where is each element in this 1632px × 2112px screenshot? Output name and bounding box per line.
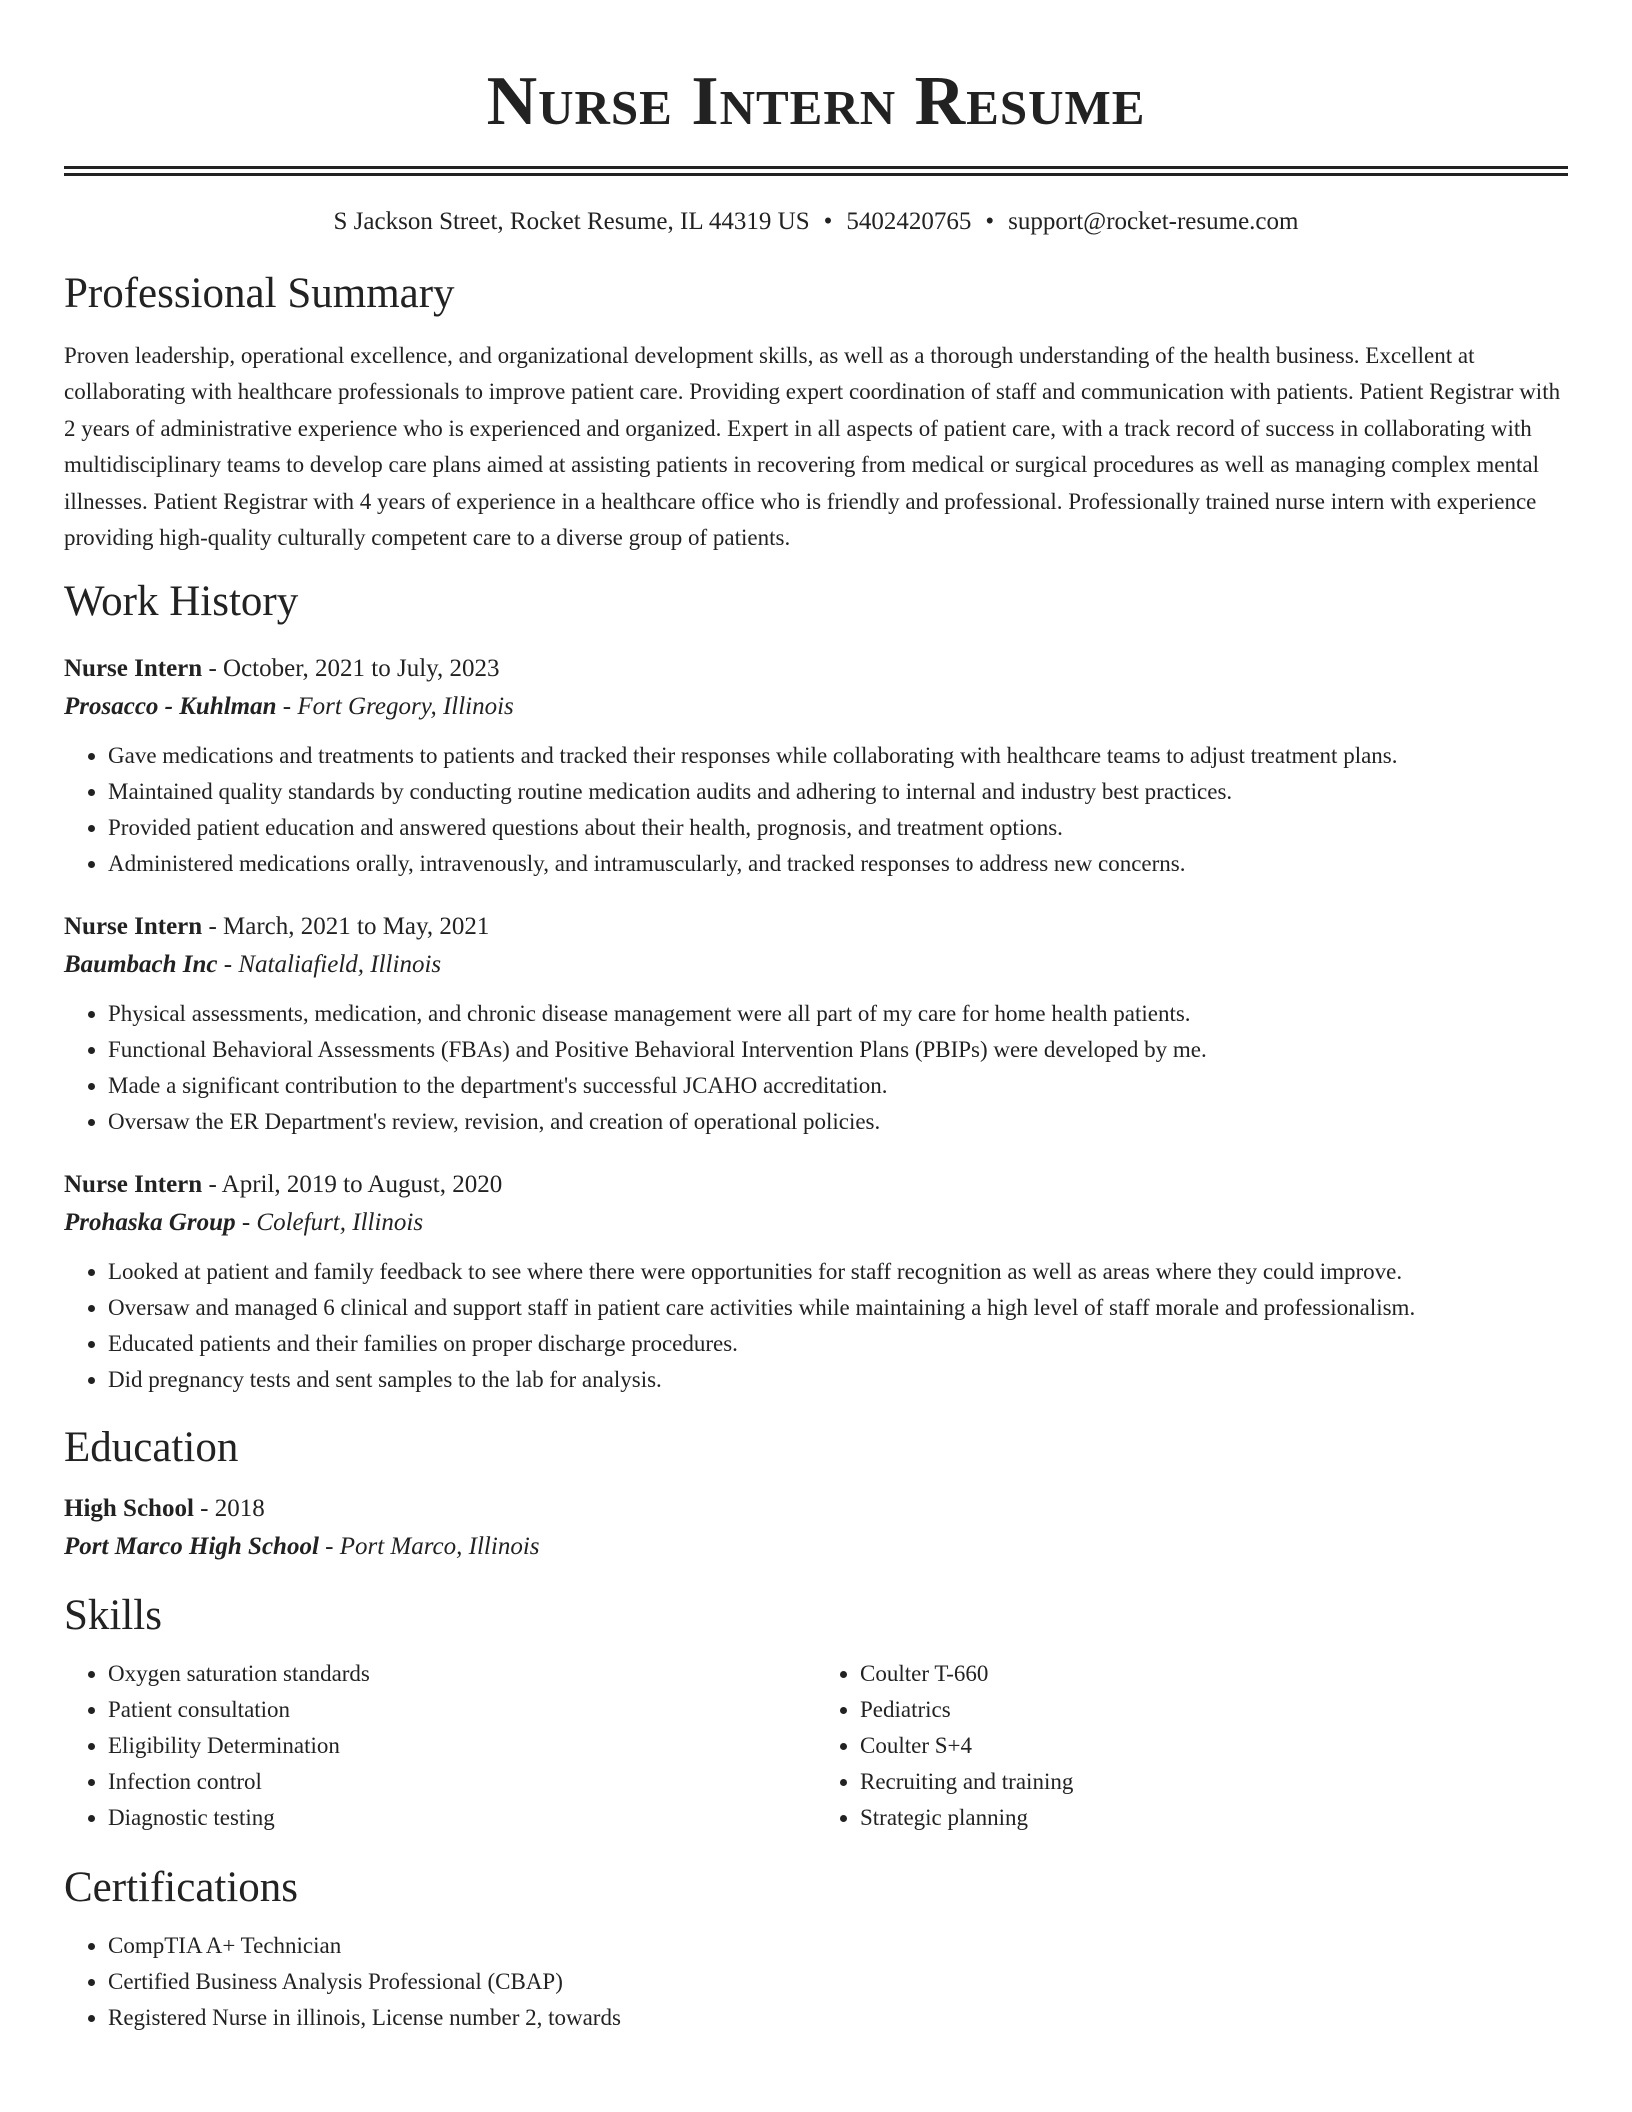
job-title-line xyxy=(64,650,1568,688)
job-duty: • Oversaw and managed 6 clinical and support staff in patient care activities while maintaining a high level of staff morale and professionalism. xyxy=(108,1290,1568,1326)
job-duty: • Physical assessments, medication, and chronic disease management were all part of my care for home health patients. xyxy=(108,996,1568,1032)
work-history-list xyxy=(64,650,1568,1398)
degree-line xyxy=(64,1490,1568,1528)
phone-number: 5402420765 xyxy=(846,208,972,235)
job-dates: - October, 2021 to July, 2023 xyxy=(202,655,500,683)
skill-item: • Strategic planning xyxy=(860,1800,1568,1836)
employer-name: Prohaska Group xyxy=(64,1209,236,1237)
skill-item: • Coulter T-660 xyxy=(860,1656,1568,1692)
job-duty: • Oversaw the ER Department's review, revision, and creation of operational policies. xyxy=(108,1104,1568,1140)
employer-location: - Nataliafield, Illinois xyxy=(217,951,442,979)
job-duty: • Looked at patient and family feedback to see where there were opportunities for staff recognition as well as areas where they could improve. xyxy=(108,1254,1568,1290)
skills-column-left xyxy=(64,1656,816,1836)
job-duties xyxy=(64,1254,1568,1398)
employer-name: Prosacco - Kuhlman xyxy=(64,693,277,721)
school-line xyxy=(64,1528,1568,1566)
certifications-list xyxy=(64,1928,1568,2036)
contact-separator: • xyxy=(823,208,833,235)
certification-item: • Registered Nurse in illinois, License number 2, towards xyxy=(108,2000,1568,2036)
skill-item: • Oxygen saturation standards xyxy=(108,1656,816,1692)
skill-item: • Eligibility Determination xyxy=(108,1728,816,1764)
job-entry xyxy=(64,908,1568,1140)
skill-item: • Patient consultation xyxy=(108,1692,816,1728)
certification-item: • Certified Business Analysis Professional (CBAP) xyxy=(108,1964,1568,2000)
skill-item: • Recruiting and training xyxy=(860,1764,1568,1800)
work-history-heading: Work History xyxy=(64,578,299,626)
degree: High School xyxy=(64,1495,194,1523)
job-entry xyxy=(64,650,1568,882)
job-role: Nurse Intern xyxy=(64,655,203,683)
job-duty: • Provided patient education and answered questions about their health, prognosis, and treatment options. xyxy=(108,810,1568,846)
summary-text: Proven leadership, operational excellence, and organizational development skills, as well as a thorough understanding of the health business. Excellent at collaborating with healthcare professionals to improve patient care. Providing expert coordination of staff and communication with patients. Patient Registrar with 2 years of administrative experience who is experienced and organized. Expert in all aspects of patient care, with a track record of success in collaborating with multidisciplinary teams to develop care plans aimed at assisting patients in recovering from medical or surgical procedures as well as managing complex mental illnesses. Patient Registrar with 4 years of experience in a healthcare office who is friendly and professional. Professionally trained nurse intern with experience providing high-quality culturally competent care to a diverse group of patients. xyxy=(64,343,1561,551)
skill-item: • Infection control xyxy=(108,1764,816,1800)
employer-line xyxy=(64,946,1568,984)
title-divider xyxy=(64,166,1568,176)
job-duties xyxy=(64,996,1568,1140)
job-dates: - April, 2019 to August, 2020 xyxy=(202,1171,503,1199)
job-duty: • Did pregnancy tests and sent samples to the lab for analysis. xyxy=(108,1362,1568,1398)
email-address: support@rocket-resume.com xyxy=(1008,208,1299,235)
address: S Jackson Street, Rocket Resume, IL 44319 US xyxy=(333,208,810,235)
employer-line xyxy=(64,688,1568,726)
education-entry xyxy=(64,1490,1568,1566)
skills-list xyxy=(64,1656,1568,1836)
school-location: - Port Marco, Illinois xyxy=(318,1533,540,1561)
job-dates: - March, 2021 to May, 2021 xyxy=(202,913,490,941)
job-duty: • Educated patients and their families on proper discharge procedures. xyxy=(108,1326,1568,1362)
employer-name: Baumbach Inc xyxy=(64,951,218,979)
job-title-line xyxy=(64,1166,1568,1204)
job-title-line xyxy=(64,908,1568,946)
certification-item: • CompTIA A+ Technician xyxy=(108,1928,1568,1964)
education-heading: Education xyxy=(64,1424,239,1472)
job-role: Nurse Intern xyxy=(64,913,203,941)
employer-location: - Fort Gregory, Illinois xyxy=(276,693,514,721)
summary-heading: Professional Summary xyxy=(64,270,455,317)
skills-column-right xyxy=(816,1656,1568,1836)
job-entry xyxy=(64,1166,1568,1398)
job-duty: • Gave medications and treatments to patients and tracked their responses while collaborating with healthcare teams to adjust treatment plans. xyxy=(108,738,1568,774)
employer-location: - Colefurt, Illinois xyxy=(235,1209,424,1237)
job-duty: • Made a significant contribution to the department's successful JCAHO accreditation. xyxy=(108,1068,1568,1104)
skill-item: • Pediatrics xyxy=(860,1692,1568,1728)
page-title: Nurse Intern Resume xyxy=(486,63,1146,140)
job-duties xyxy=(64,738,1568,882)
skill-item: • Diagnostic testing xyxy=(108,1800,816,1836)
job-duty: • Administered medications orally, intravenously, and intramuscularly, and tracked responses to address new concerns. xyxy=(108,846,1568,882)
job-duty: • Maintained quality standards by conducting routine medication audits and adhering to internal and industry best practices. xyxy=(108,774,1568,810)
certifications-heading: Certifications xyxy=(64,1864,299,1912)
employer-line xyxy=(64,1204,1568,1242)
job-duty: • Functional Behavioral Assessments (FBAs) and Positive Behavioral Intervention Plans (PBIPs) were developed by me. xyxy=(108,1032,1568,1068)
school-name: Port Marco High School xyxy=(64,1533,319,1561)
contact-separator: • xyxy=(985,208,995,235)
graduation-year: - 2018 xyxy=(193,1495,265,1523)
skill-item: • Coulter S+4 xyxy=(860,1728,1568,1764)
contact-line xyxy=(64,206,1568,238)
skills-heading: Skills xyxy=(64,1592,162,1640)
job-role: Nurse Intern xyxy=(64,1171,203,1199)
